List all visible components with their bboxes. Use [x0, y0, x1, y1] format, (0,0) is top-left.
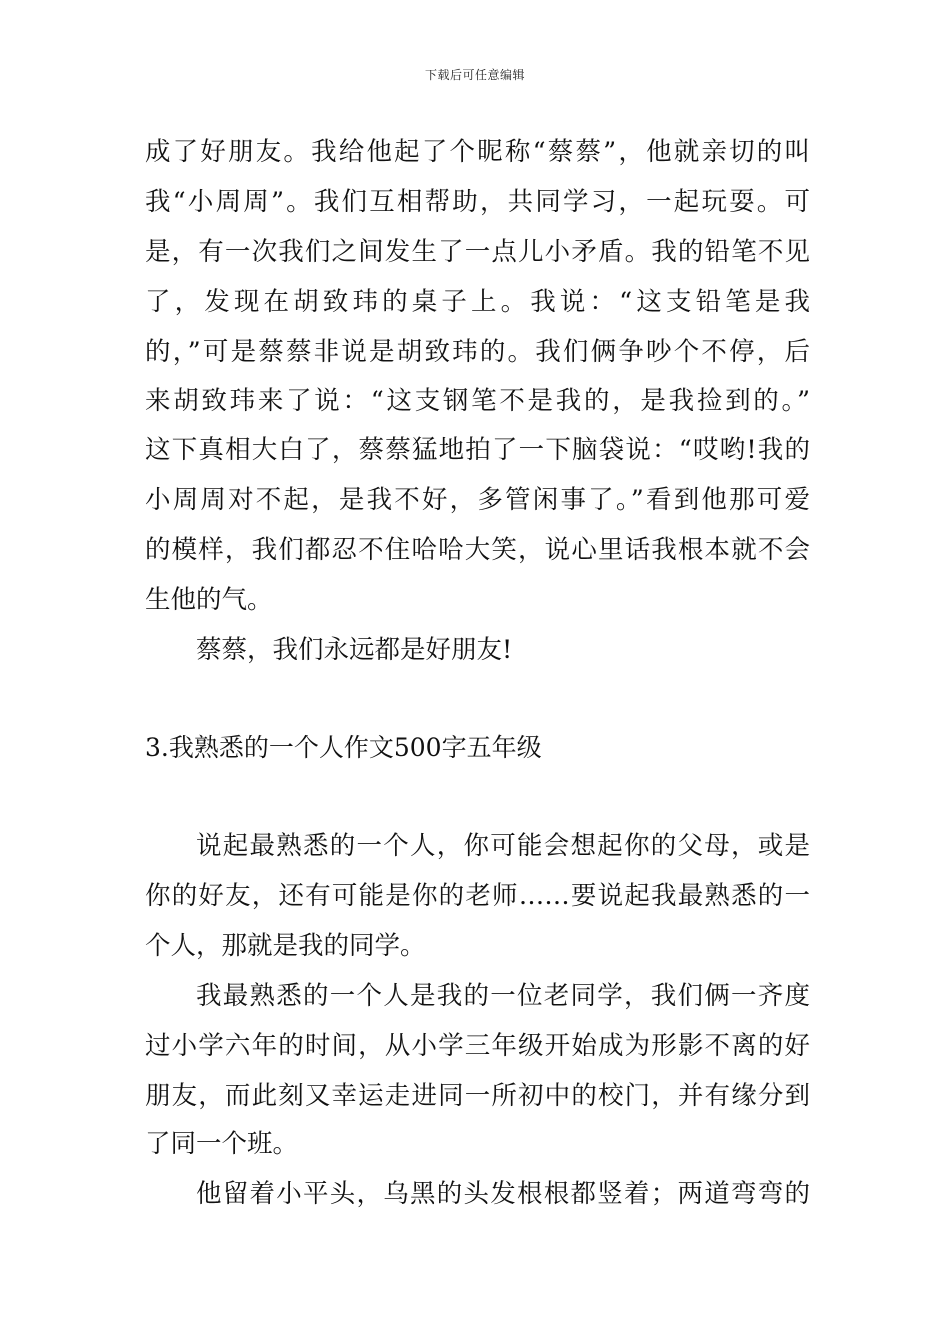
section-heading: 3.我熟悉的一个人作文500字五年级 [145, 733, 542, 762]
paragraph-line: 来胡致玮来了说：“这支钢笔不是我的，是我捡到的。” [145, 386, 810, 416]
paragraph-line: 你的好友，还有可能是你的老师……要说起我最熟悉的一 [145, 881, 810, 911]
paragraph-line: 我“小周周”。我们互相帮助，共同学习，一起玩耍。可 [145, 187, 810, 217]
paragraph-line: 他留着小平头，乌黑的头发根根都竖着；两道弯弯的 [196, 1179, 810, 1209]
paragraph-line: 生他的气。 [145, 585, 273, 615]
paragraph-line: 小周周对不起，是我不好，多管闲事了。”看到他那可爱 [145, 485, 810, 515]
page-header: 下载后可任意编辑 [424, 68, 525, 82]
closing-line: 蔡蔡，我们永远都是好朋友! [196, 635, 513, 665]
paragraph-line: 的模样，我们都忍不住哈哈大笑，说心里话我根本就不会 [145, 535, 810, 565]
paragraph-line: 的，”可是蔡蔡非说是胡致玮的。我们俩争吵个不停，后 [145, 337, 810, 367]
paragraph-line: 了，发现在胡致玮的桌子上。我说：“这支铅笔是我 [145, 287, 810, 317]
paragraph-line: 成了好朋友。我给他起了个昵称“蔡蔡”，他就亲切的叫 [145, 137, 810, 167]
paragraph-line: 朋友，而此刻又幸运走进同一所初中的校门，并有缘分到 [145, 1081, 810, 1111]
paragraph-line: 这下真相大白了，蔡蔡猛地拍了一下脑袋说：“哎哟!我的 [145, 435, 810, 465]
paragraph-line: 过小学六年的时间，从小学三年级开始成为形影不离的好 [145, 1031, 810, 1061]
paragraph-line: 了同一个班。 [145, 1129, 299, 1159]
paragraph-line: 说起最熟悉的一个人，你可能会想起你的父母，或是 [196, 831, 810, 861]
paragraph-line: 个人，那就是我的同学。 [145, 931, 426, 961]
paragraph-line: 我最熟悉的一个人是我的一位老同学，我们俩一齐度 [196, 981, 810, 1011]
paragraph-line: 是，有一次我们之间发生了一点儿小矛盾。我的铅笔不见 [145, 237, 810, 267]
